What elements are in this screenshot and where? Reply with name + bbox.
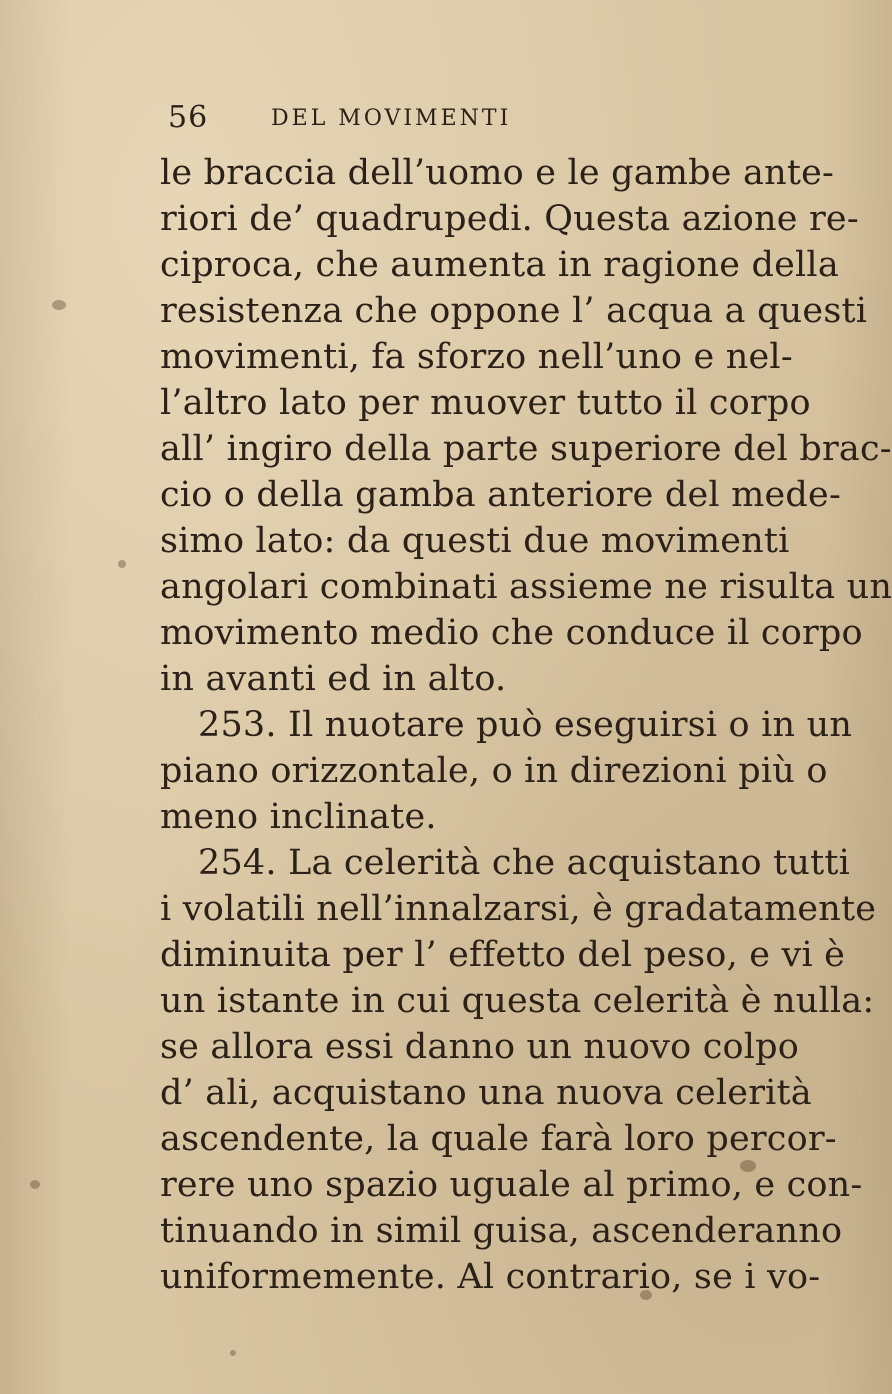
body-text [160, 150, 892, 1300]
paragraph-254-start: 254. La celerità che acquistano tutti [198, 843, 851, 883]
paper-speck [740, 1160, 756, 1172]
text-line: se allora essi danno un nuovo colpo [160, 1027, 800, 1067]
text-line: riori de’ quadrupedi. Questa azione re- [160, 199, 859, 239]
paragraph-253-start: 253. Il nuotare può eseguirsi o in un [198, 705, 853, 745]
text-line: movimenti, fa sforzo nell’uno e nel- [160, 337, 793, 377]
text-line: un istante in cui questa celerità è nulla: [160, 981, 875, 1021]
paper-speck [118, 560, 126, 568]
text-line: piano orizzontale, o in direzioni più o [160, 751, 828, 791]
text-line: diminuita per l’ effetto del peso, e vi è [160, 935, 846, 975]
text-line: le braccia dell’uomo e le gambe ante- [160, 153, 835, 193]
text-line: all’ ingiro della parte superiore del brac- [160, 429, 892, 469]
text-line: rere uno spazio uguale al primo, e con- [160, 1165, 863, 1205]
text-line: ciproca, che aumenta in ragione della [160, 245, 839, 285]
paper-speck [230, 1350, 236, 1356]
text-line: uniformemente. Al contrario, se i vo- [160, 1257, 821, 1297]
text-line: i volatili nell’innalzarsi, è gradatamente [160, 889, 877, 929]
text-line: in avanti ed in alto. [160, 659, 507, 699]
text-line: l’altro lato per muover tutto il corpo [160, 383, 811, 423]
page-header [168, 100, 688, 140]
page-number: 56 [168, 100, 209, 135]
text-line: cio o della gamba anteriore del mede- [160, 475, 841, 515]
paper-speck [30, 1180, 40, 1189]
text-line: d’ ali, acquistano una nuova celerità [160, 1073, 812, 1113]
text-line: simo lato: da questi due movimenti [160, 521, 790, 561]
text-line: movimento medio che conduce il corpo [160, 613, 863, 653]
text-line: tinuando in simil guisa, ascenderanno [160, 1211, 843, 1251]
text-line: angolari combinati assieme ne risulta un [160, 567, 892, 607]
paper-speck [640, 1290, 652, 1300]
text-line: meno inclinate. [160, 797, 437, 837]
paper-speck [52, 300, 66, 310]
text-line: resistenza che oppone l’ acqua a questi [160, 291, 868, 331]
text-line: ascendente, la quale farà loro percor- [160, 1119, 837, 1159]
running-title: DEL MOVIMENTI [271, 106, 512, 131]
